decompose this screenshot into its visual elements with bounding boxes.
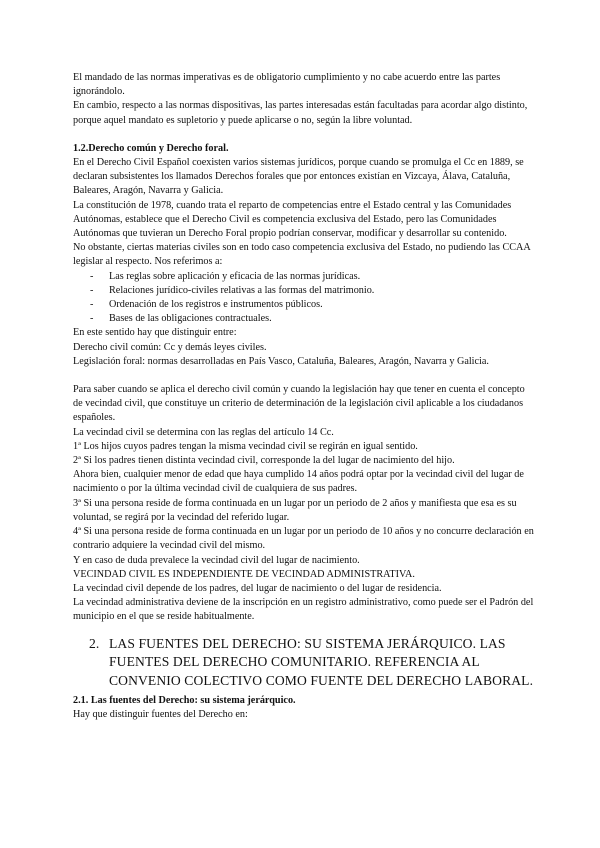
paragraph-articulo-14: La vecindad civil se determina con las reglas del artículo 14 Cc. [73,426,334,438]
section-title-text: LAS FUENTES DEL DERECHO: SU SISTEMA JERÁRQUICO. LAS FUENTES DEL DERECHO COMUNITARIO. REFERENCIA AL CONVENIO COLECTIVO COMO FUENTE DEL DERECHO LABORAL. [109,635,534,689]
competencias-list [73,270,535,327]
subsection-heading-sistema-jerarquico: 2.1. Las fuentes del Derecho: su sistema jerárquico. [73,694,296,706]
intro-paragraph-dispositivas: En cambio, respecto a las normas dispositivas, las partes interesadas están facultadas para acordar algo distinto, porque aquel mandato es supletorio y puede aplicarse o no, según la libre voluntad. [73,100,528,126]
paragraph-constitucion-1978: La constitución de 1978, cuando trata el reparto de competencias entre el Estado central y las Comunidades Autónomas, establece que el Derecho Civil es competencia exclusiva del Estado, pero las Comunidades Autónomas que tuvieran un Derecho Foral propio podrían conservar, modificar y desarrollar su contenido. [73,199,512,240]
paragraph-vecindad-administrativa: La vecindad administrativa deviene de la inscripción en un registro administrativo, como puede ser el Padrón del municipio en el que se reside habitualmente. [73,597,534,623]
paragraph-vecindad-civil: La vecindad civil depende de los padres, del lugar de nacimiento o del lugar de residencia. [73,582,442,594]
paragraph-regla-4: 4ª Si una persona reside de forma continuada en un lugar por un periodo de 10 años y no concurre declaración en contrario adquiere la vecindad civil del mismo. [73,526,534,552]
paragraph-independiente: VECINDAD CIVIL ES INDEPENDIENTE DE VECINDAD ADMINISTRATIVA. [73,568,415,580]
list-item: - Las reglas sobre aplicación y eficacia de las normas jurídicas. [73,270,535,284]
paragraph-legislacion-foral: Legislación foral: normas desarrolladas en País Vasco, Cataluña, Baleares, Aragón, Navarra y Galicia. [73,355,489,367]
paragraph-sistemas-juridicos: En el Derecho Civil Español coexisten varios sistemas jurídicos, porque cuando se promulga el Cc en 1889, se declaran subsistentes los llamados Derechos forales que por entonces existían en Vizcaya, Álava, Cataluña, Baleares, Aragón, Navarra y Galicia. [73,157,524,197]
list-item: - Relaciones jurídico-civiles relativas a las formas del matrimonio. [73,284,535,298]
paragraph-vecindad-concepto: Para saber cuando se aplica el derecho civil común y cuando la legislación hay que tener en cuenta el concepto de vecindad civil, que constituye un criterio de determinación de la legislación civil aplicable a los ciudadanos españoles. [73,384,525,424]
spacer [73,128,535,142]
document-body [73,71,535,722]
spacer [73,369,535,383]
section-heading-fuentes [73,635,535,691]
paragraph-distinguir-fuentes: Hay que distinguir fuentes del Derecho en: [73,709,248,721]
paragraph-derecho-comun: Derecho civil común: Cc y demás leyes civiles. [73,341,267,353]
paragraph-menor-14: Ahora bien, cualquier menor de edad que haya cumplido 14 años podrá optar por la vecindad civil del lugar de nacimiento o por la última vecindad civil de cualquiera de sus padres. [73,469,524,495]
paragraph-regla-2: 2ª Si los padres tienen distinta vecindad civil, corresponde la del lugar de nacimiento del hijo. [73,455,455,467]
intro-paragraph-imperativas: El mandado de las normas imperativas es de obligatorio cumplimiento y no cabe acuerdo entre las partes ignorándolo. [73,72,501,98]
paragraph-regla-1: 1ª Los hijos cuyos padres tengan la misma vecindad civil se regirán en igual sentido. [73,440,418,452]
paragraph-duda: Y en caso de duda prevalece la vecindad civil del lugar de nacimiento. [73,554,360,566]
paragraph-competencia-exclusiva: No obstante, ciertas materias civiles son en todo caso competencia exclusiva del Estado, no pudiendo las CCAA legislar al respecto. Nos referimos a: [73,242,531,268]
paragraph-distinguir: En este sentido hay que distinguir entre: [73,327,237,339]
section-number: 2. [89,635,100,651]
list-item: - Ordenación de los registros e instrumentos públicos. [73,298,535,312]
list-item: - Bases de las obligaciones contractuales. [73,312,535,326]
paragraph-regla-3: 3ª Si una persona reside de forma continuada en un lugar por un periodo de 2 años y manifiesta que esa es su voluntad, se regirá por la vecindad del referido lugar. [73,497,517,523]
section-heading-derecho-foral: 1.2.Derecho común y Derecho foral. [73,142,229,154]
